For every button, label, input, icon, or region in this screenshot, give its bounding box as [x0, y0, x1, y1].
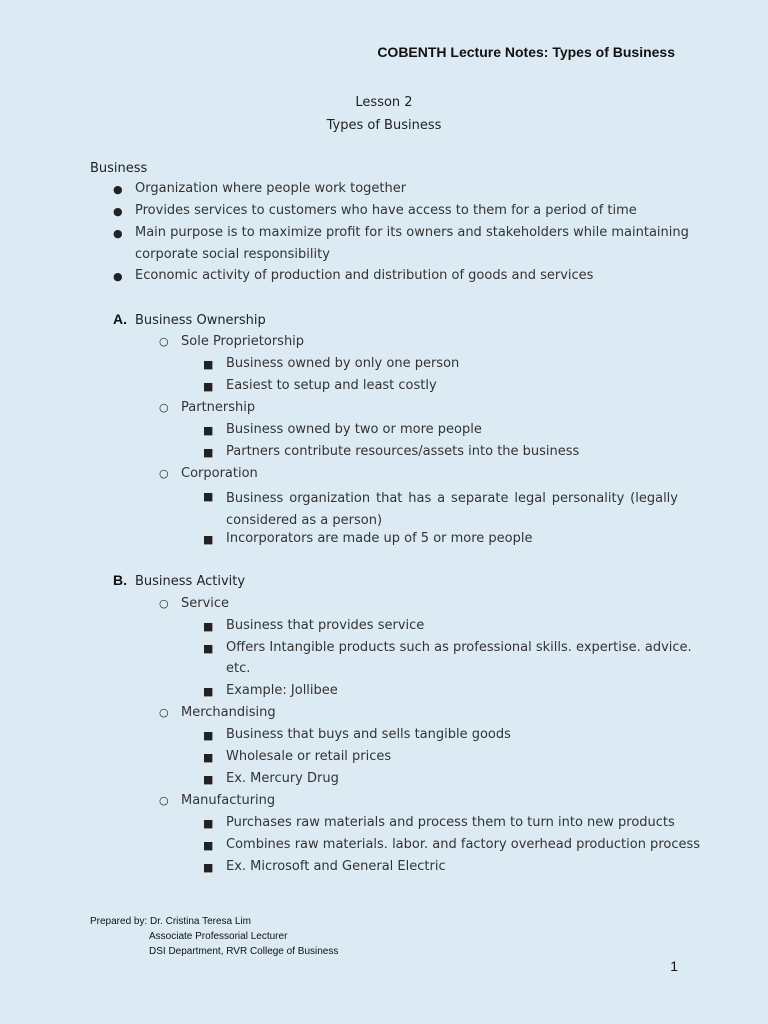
list-item-continuation: etc. [226, 661, 251, 676]
list-item: Business owned by two or more people [226, 422, 482, 437]
list-item: Wholesale or retail prices [226, 749, 392, 764]
list-item: Business owned by only one person [226, 356, 460, 371]
list-item: Example: Jollibee [226, 683, 338, 698]
page-number: 1 [670, 958, 678, 974]
business-item: Provides services to customers who have access to them for a period of time [135, 203, 637, 218]
square-bullet-icon: ■ [203, 533, 214, 546]
document-header: COBENTH Lecture Notes: Types of Business [377, 44, 675, 60]
circle-bullet-icon: ○ [159, 706, 169, 719]
list-item: Business that buys and sells tangible goods [226, 727, 511, 742]
list-item: Offers Intangible products such as professional skills. expertise. advice. [226, 640, 692, 655]
square-bullet-icon: ■ [203, 729, 214, 742]
square-bullet-icon: ■ [203, 817, 214, 830]
subheading: Corporation [181, 466, 258, 481]
circle-bullet-icon: ○ [159, 335, 169, 348]
square-bullet-icon: ■ [203, 773, 214, 786]
list-item: Business that provides service [226, 618, 425, 633]
business-item: Organization where people work together [135, 181, 407, 196]
square-bullet-icon: ■ [203, 358, 214, 371]
subheading: Merchandising [181, 705, 276, 720]
section-letter: B. [113, 572, 127, 588]
square-bullet-icon: ■ [203, 380, 214, 393]
circle-bullet-icon: ○ [159, 401, 169, 414]
list-item: Easiest to setup and least costly [226, 378, 437, 393]
business-item: Main purpose is to maximize profit for its owners and stakeholders while maintaining [135, 225, 689, 240]
square-bullet-icon: ■ [203, 861, 214, 874]
list-item: Purchases raw materials and process them to turn into new products [226, 815, 675, 830]
subheading: Sole Proprietorship [181, 334, 305, 349]
square-bullet-icon: ■ [203, 839, 214, 852]
list-item: Ex. Mercury Drug [226, 771, 339, 786]
business-item-continuation: corporate social responsibility [135, 247, 330, 262]
document-title: Types of Business [326, 118, 442, 133]
business-heading: Business [90, 161, 148, 176]
list-item: Combines raw materials. labor. and factory overhead production process [226, 837, 701, 852]
list-item: Ex. Microsoft and General Electric [226, 859, 446, 874]
footer-prepared-by: Prepared by: Dr. Cristina Teresa Lim [90, 916, 251, 927]
square-bullet-icon: ■ [203, 751, 214, 764]
business-item: Economic activity of production and distribution of goods and services [135, 268, 594, 283]
lesson-number: Lesson 2 [355, 95, 413, 110]
footer-department: DSI Department, RVR College of Business [149, 946, 339, 957]
subheading: Service [181, 596, 230, 611]
square-bullet-icon: ■ [203, 642, 214, 655]
square-bullet-icon: ■ [203, 424, 214, 437]
square-bullet-icon: ■ [203, 620, 214, 633]
circle-bullet-icon: ○ [159, 467, 169, 480]
circle-bullet-icon: ○ [159, 597, 169, 610]
section-heading: Business Ownership [135, 313, 266, 328]
bullet-icon: ● [113, 205, 123, 218]
circle-bullet-icon: ○ [159, 794, 169, 807]
bullet-icon: ● [113, 227, 123, 240]
list-item: Incorporators are made up of 5 or more people [226, 531, 533, 546]
bullet-icon: ● [113, 183, 123, 196]
subheading: Manufacturing [181, 793, 276, 808]
footer-title: Associate Professorial Lecturer [149, 931, 288, 942]
subheading: Partnership [181, 400, 256, 415]
square-bullet-icon: ■ [203, 446, 214, 459]
section-letter: A. [113, 311, 127, 327]
bullet-icon: ● [113, 270, 123, 283]
list-item: Partners contribute resources/assets into the business [226, 444, 580, 459]
section-heading: Business Activity [135, 574, 246, 589]
list-item: Business organization that has a separate legal personality (legally considered as a person) [226, 491, 678, 528]
square-bullet-icon: ■ [203, 490, 214, 503]
square-bullet-icon: ■ [203, 685, 214, 698]
